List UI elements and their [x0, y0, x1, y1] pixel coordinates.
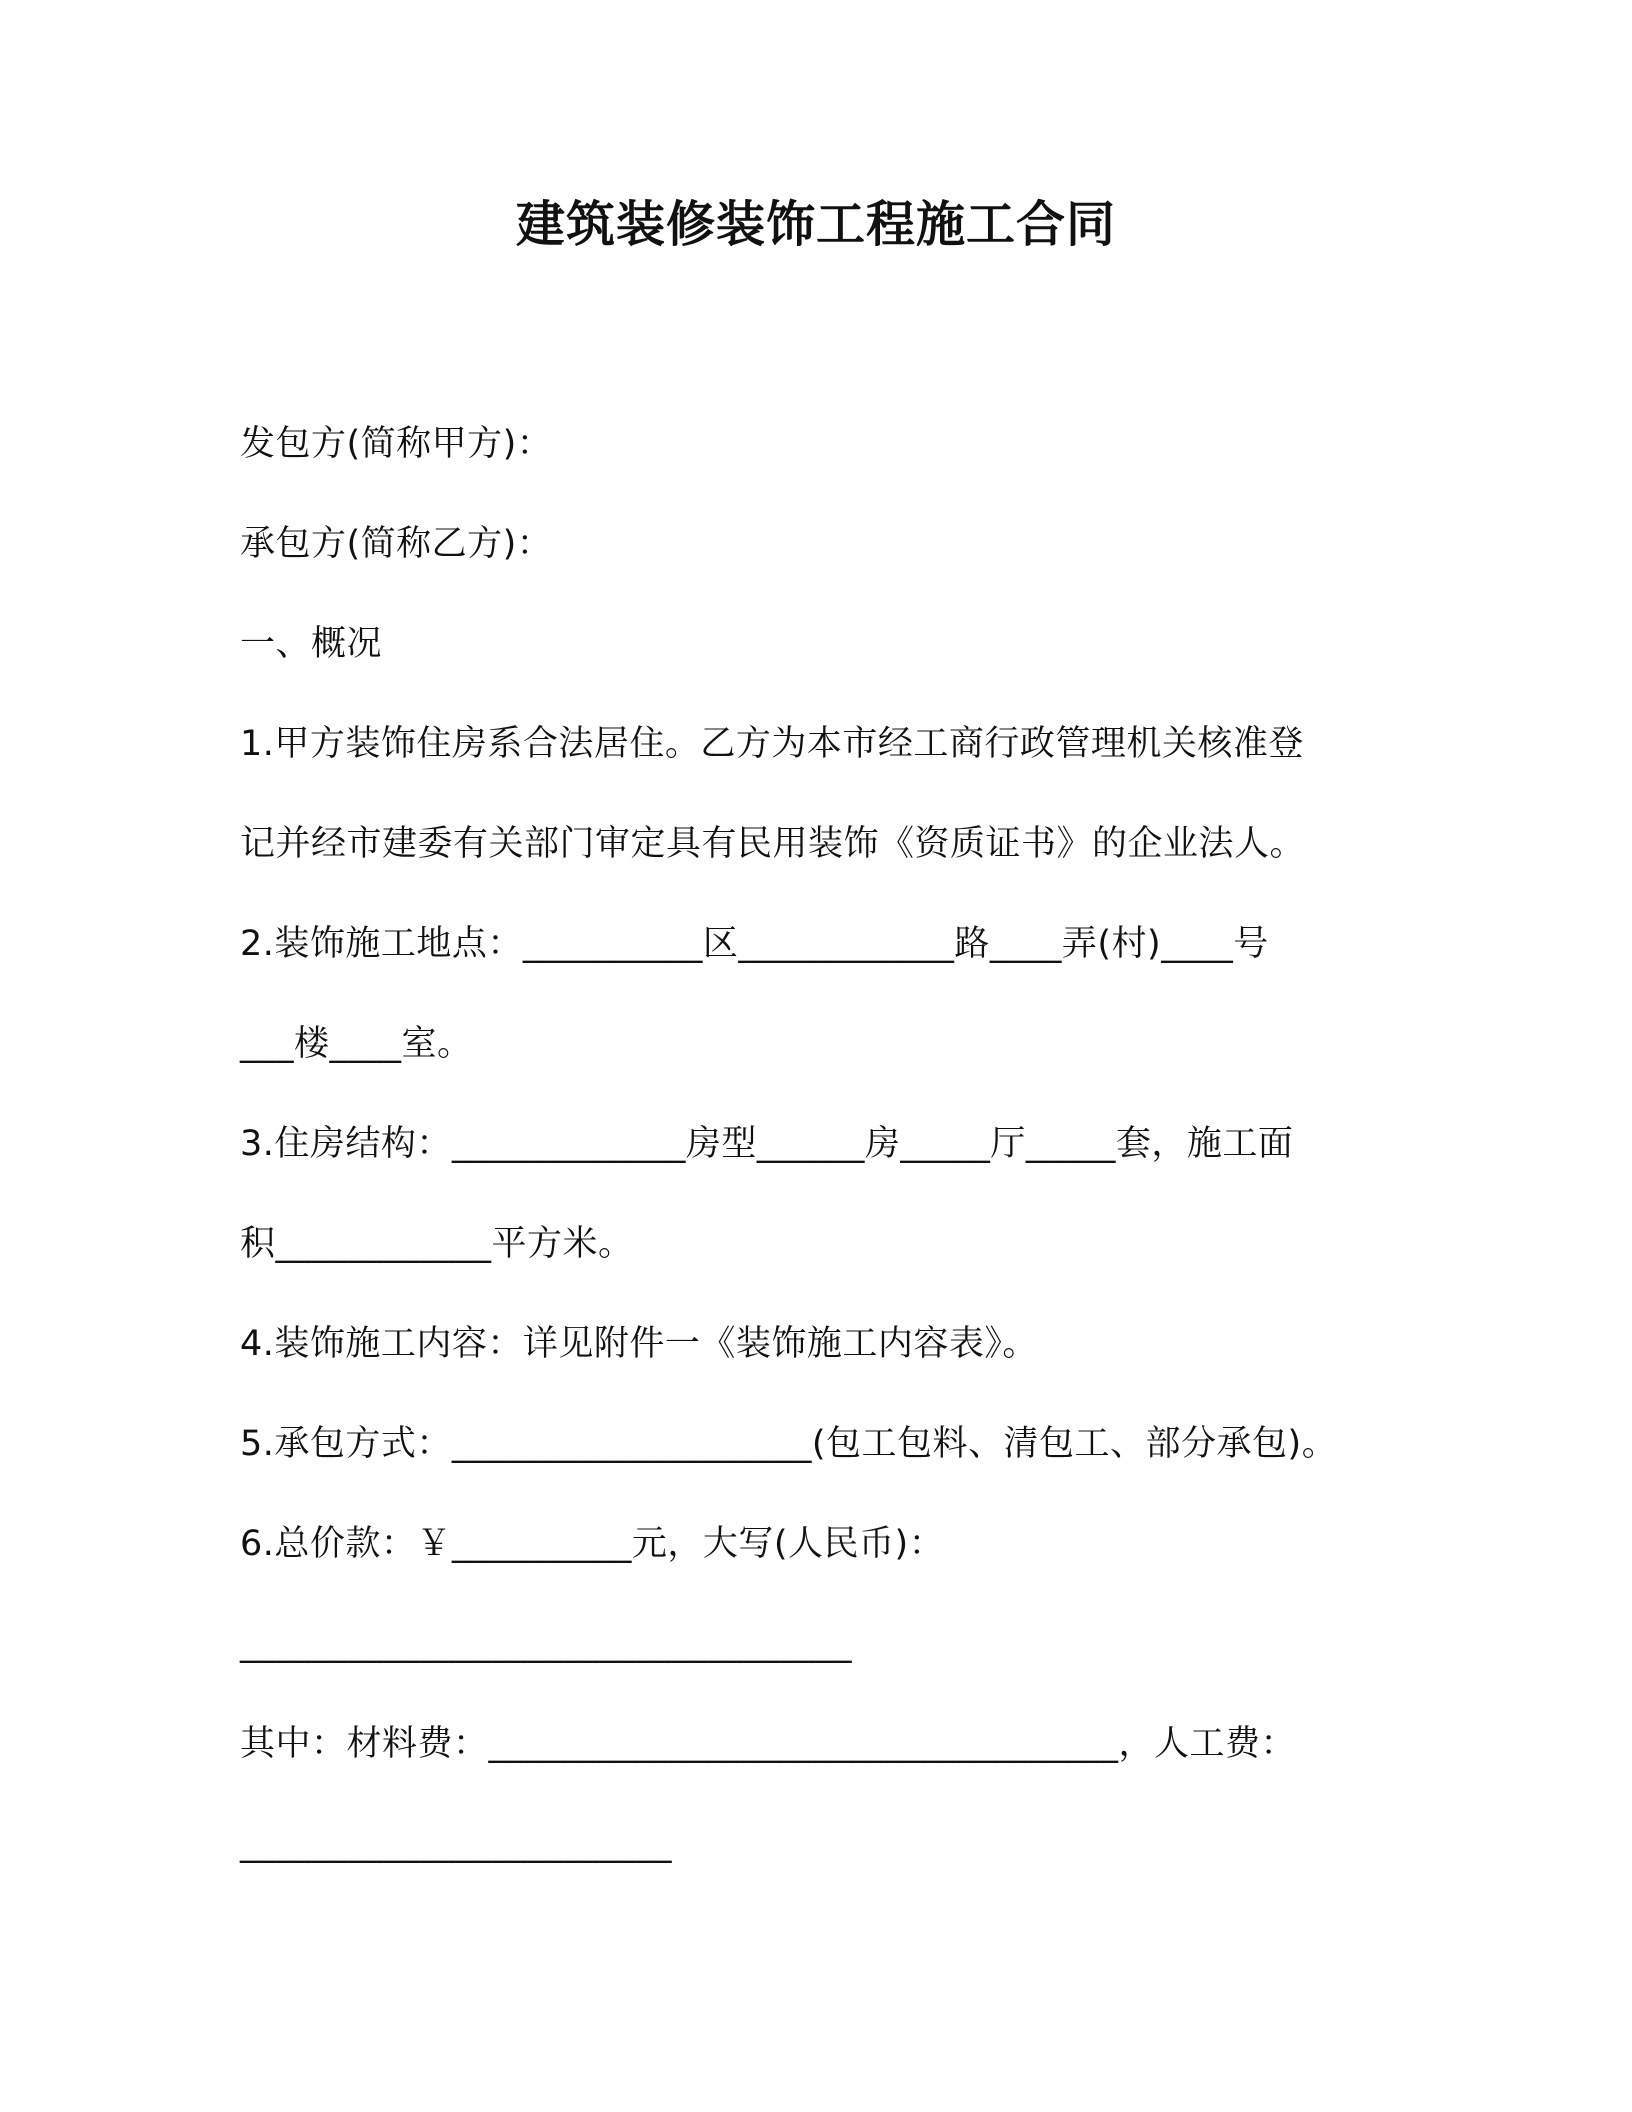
section-heading-overview: 一、概况: [240, 624, 383, 664]
party-a-line: 发包方(简称甲方)：: [240, 424, 553, 464]
document-title: 建筑装修装饰工程施工合同: [515, 196, 1116, 253]
item-1-line-2: 记并经市建委有关部门审定具有民用装饰《资质证书》的企业法人。: [240, 824, 1306, 864]
item-6-line-1: 6.总价款：￥__________元，大写(人民币)：: [240, 1524, 945, 1564]
party-b-line: 承包方(简称乙方)：: [240, 524, 553, 564]
item-6-line-2: __________________________________: [240, 1624, 852, 1664]
item-4-line: 4.装饰施工内容：详见附件一《装饰施工内容表》。: [240, 1324, 1038, 1364]
item-5-line: 5.承包方式：____________________(包工包料、清包工、部分承包)。: [240, 1424, 1338, 1464]
item-2-line-2: ___楼____室。: [240, 1024, 473, 1064]
item-3-line-1: 3.住房结构：_____________房型______房_____厅_____套，施工面: [240, 1124, 1294, 1164]
item-6-line-4: ________________________: [240, 1824, 672, 1864]
item-6-line-3: 其中：材料费：___________________________________，人工费：: [240, 1724, 1297, 1764]
item-3-line-2: 积____________平方米。: [240, 1224, 634, 1264]
item-2-line-1: 2.装饰施工地点：__________区____________路____弄(村)____号: [240, 924, 1269, 964]
item-1-line-1: 1.甲方装饰住房系合法居住。乙方为本市经工商行政管理机关核准登: [240, 724, 1304, 764]
